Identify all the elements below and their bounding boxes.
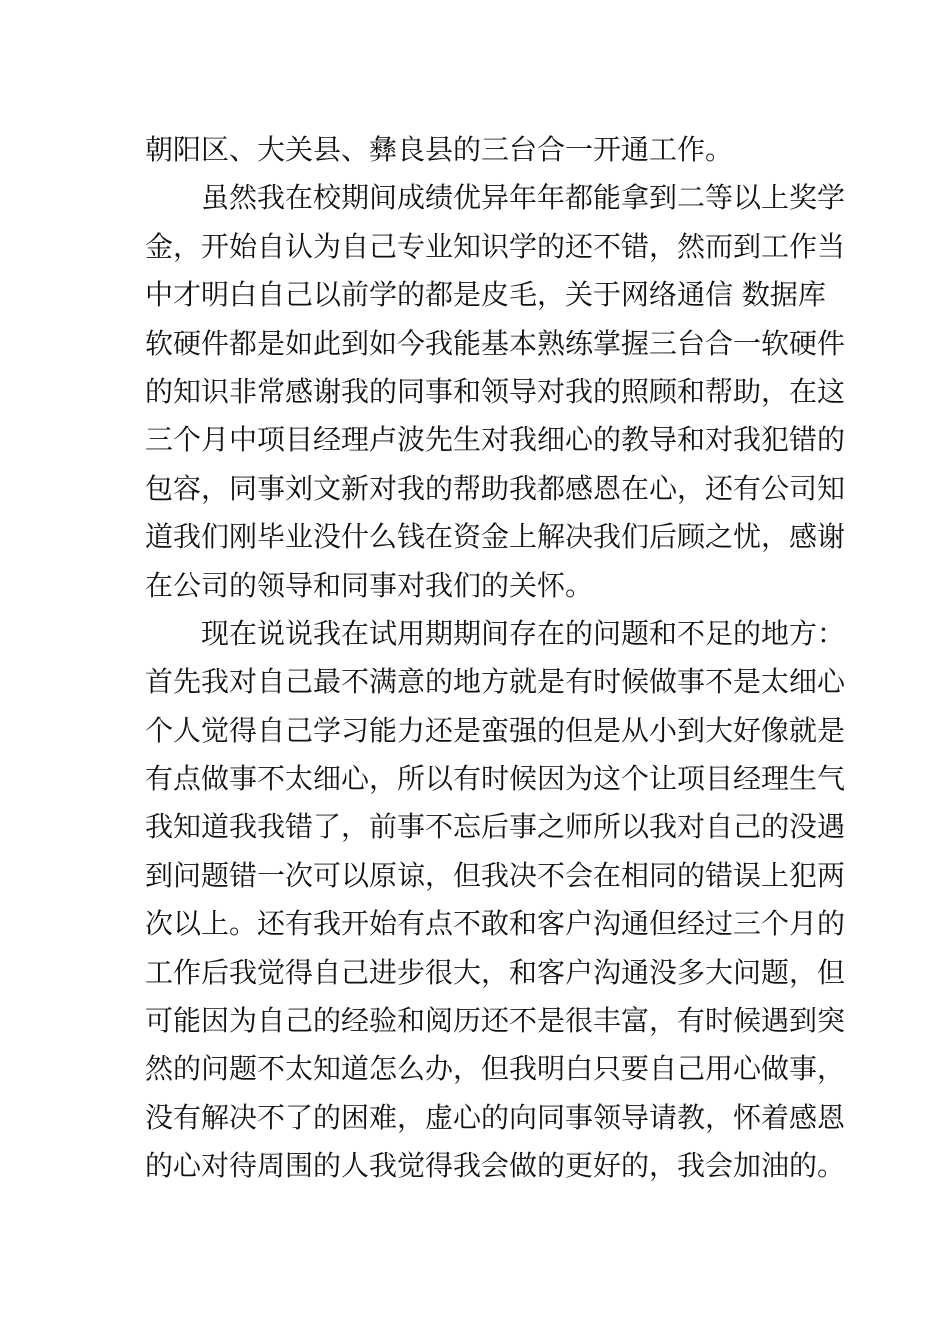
text-line: 个人觉得自己学习能力还是蛮强的但是从小到大好像就是 (145, 713, 846, 747)
text-line: 朝阳区、大关县、彝良县的三台合一开通工作。 (145, 133, 734, 166)
text-line: 次以上。还有我开始有点不敢和客户沟通但经过三个月的 (145, 907, 846, 941)
paragraph-1 (145, 126, 810, 174)
text-line: 包容，同事刘文新对我的帮助我都感恩在心，还有公司知 (145, 471, 846, 505)
text-line: 现在说说我在试用期期间存在的问题和不足的地方： (201, 616, 846, 650)
text-line: 没有解决不了的困难，虚心的向同事领导请教，怀着感恩 (145, 1100, 846, 1134)
text-line: 首先我对自己最不满意的地方就是有时候做事不是太细心 (145, 665, 846, 699)
text-line: 可能因为自己的经验和阅历还不是很丰富，有时候遇到突 (145, 1004, 846, 1038)
text-line: 的心对待周围的人我觉得我会做的更好的，我会加油的。 (145, 1149, 846, 1183)
text-line: 金，开始自认为自己专业知识学的还不错，然而到工作当 (145, 229, 846, 263)
paragraph-2 (145, 174, 846, 610)
text-line: 工作后我觉得自己进步很大，和客户沟通没多大问题，但 (145, 955, 846, 989)
text-line: 的知识非常感谢我的同事和领导对我的照顾和帮助，在这 (145, 374, 846, 408)
text-line: 虽然我在校期间成绩优异年年都能拿到二等以上奖学 (201, 181, 846, 215)
text-line: 道我们刚毕业没什么钱在资金上解决我们后顾之忧，感谢 (145, 520, 846, 554)
text-line: 三个月中项目经理卢波先生对我细心的教导和对我犯错的 (145, 423, 846, 457)
text-line: 到问题错一次可以原谅，但我决不会在相同的错误上犯两 (145, 858, 846, 892)
text-line: 中才明白自己以前学的都是皮毛，关于网络通信 数据库 (145, 278, 826, 312)
text-line: 有点做事不太细心，所以有时候因为这个让项目经理生气 (145, 762, 846, 796)
document-body (145, 126, 846, 1191)
text-line: 然的问题不太知道怎么办，但我明白只要自己用心做事， (145, 1052, 846, 1086)
text-line: 软硬件都是如此到如今我能基本熟练掌握三台合一软硬件 (145, 326, 846, 360)
text-line: 我知道我我错了，前事不忘后事之师所以我对自己的没遇 (145, 810, 846, 844)
paragraph-3 (145, 610, 846, 1191)
text-line: 在公司的领导和同事对我们的关怀。 (145, 568, 594, 602)
